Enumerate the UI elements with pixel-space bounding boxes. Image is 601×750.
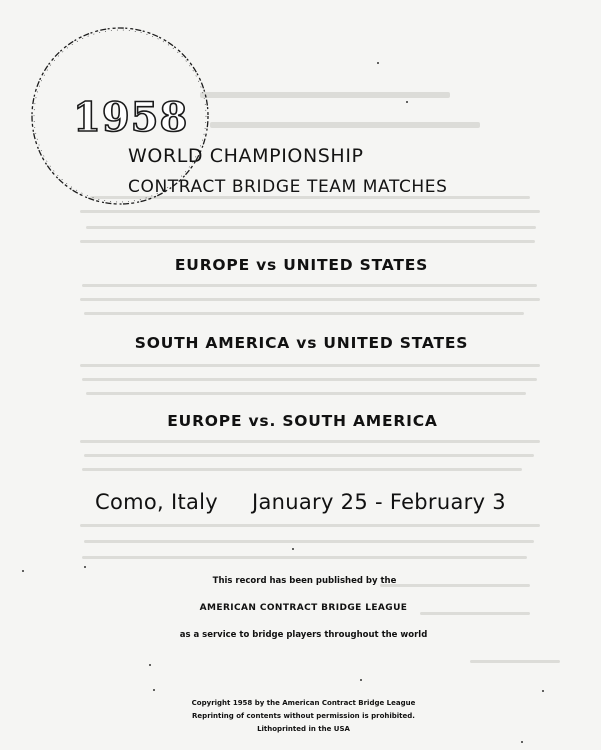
stamp-year: 1958 (73, 94, 189, 141)
page-title: WORLD CHAMPIONSHIP (128, 145, 364, 167)
scan-speck (377, 62, 379, 64)
show-through-mark (80, 440, 540, 443)
show-through-mark (82, 468, 522, 471)
scan-speck (406, 101, 408, 103)
matchup-europe-vs-united-states: EUROPE vs UNITED STATES (174, 256, 429, 274)
scan-speck (149, 664, 151, 666)
copyright-line: Copyright 1958 by the American Contract Bridge League (191, 699, 416, 707)
show-through-mark (82, 378, 537, 381)
scan-speck (84, 566, 86, 568)
show-through-mark (80, 524, 540, 527)
show-through-mark (80, 298, 540, 301)
matchup-europe-vs-south-america: EUROPE vs. SOUTH AMERICA (167, 412, 438, 430)
show-through-mark (86, 226, 536, 229)
scan-speck (521, 741, 523, 743)
show-through-mark (80, 240, 535, 243)
venue-place: Como, Italy (95, 490, 219, 514)
show-through-mark (86, 392, 526, 395)
venue-dates: January 25 - February 3 (252, 490, 506, 514)
show-through-mark (210, 122, 480, 128)
show-through-mark (200, 92, 450, 98)
scan-speck (22, 570, 24, 572)
page-subtitle: CONTRACT BRIDGE TEAM MATCHES (128, 177, 448, 197)
matchup-south-america-vs-united-states: SOUTH AMERICA vs UNITED STATES (134, 334, 469, 352)
publisher-name: AMERICAN CONTRACT BRIDGE LEAGUE (199, 603, 408, 613)
show-through-mark (80, 364, 540, 367)
show-through-mark (84, 540, 534, 543)
scan-speck (542, 690, 544, 692)
show-through-mark (84, 312, 524, 315)
publication-note: This record has been published by the (212, 576, 397, 586)
scan-speck (292, 548, 294, 550)
scan-speck (360, 679, 362, 681)
reprint-notice: Reprinting of contents without permission is prohibited. (192, 712, 415, 720)
scan-speck (153, 689, 155, 691)
show-through-mark (84, 454, 534, 457)
printing-notice: Lithoprinted in the USA (257, 725, 350, 733)
show-through-mark (82, 284, 537, 287)
publication-purpose: as a service to bridge players throughout the world (179, 630, 428, 640)
show-through-mark (470, 660, 560, 663)
show-through-mark (82, 556, 527, 559)
